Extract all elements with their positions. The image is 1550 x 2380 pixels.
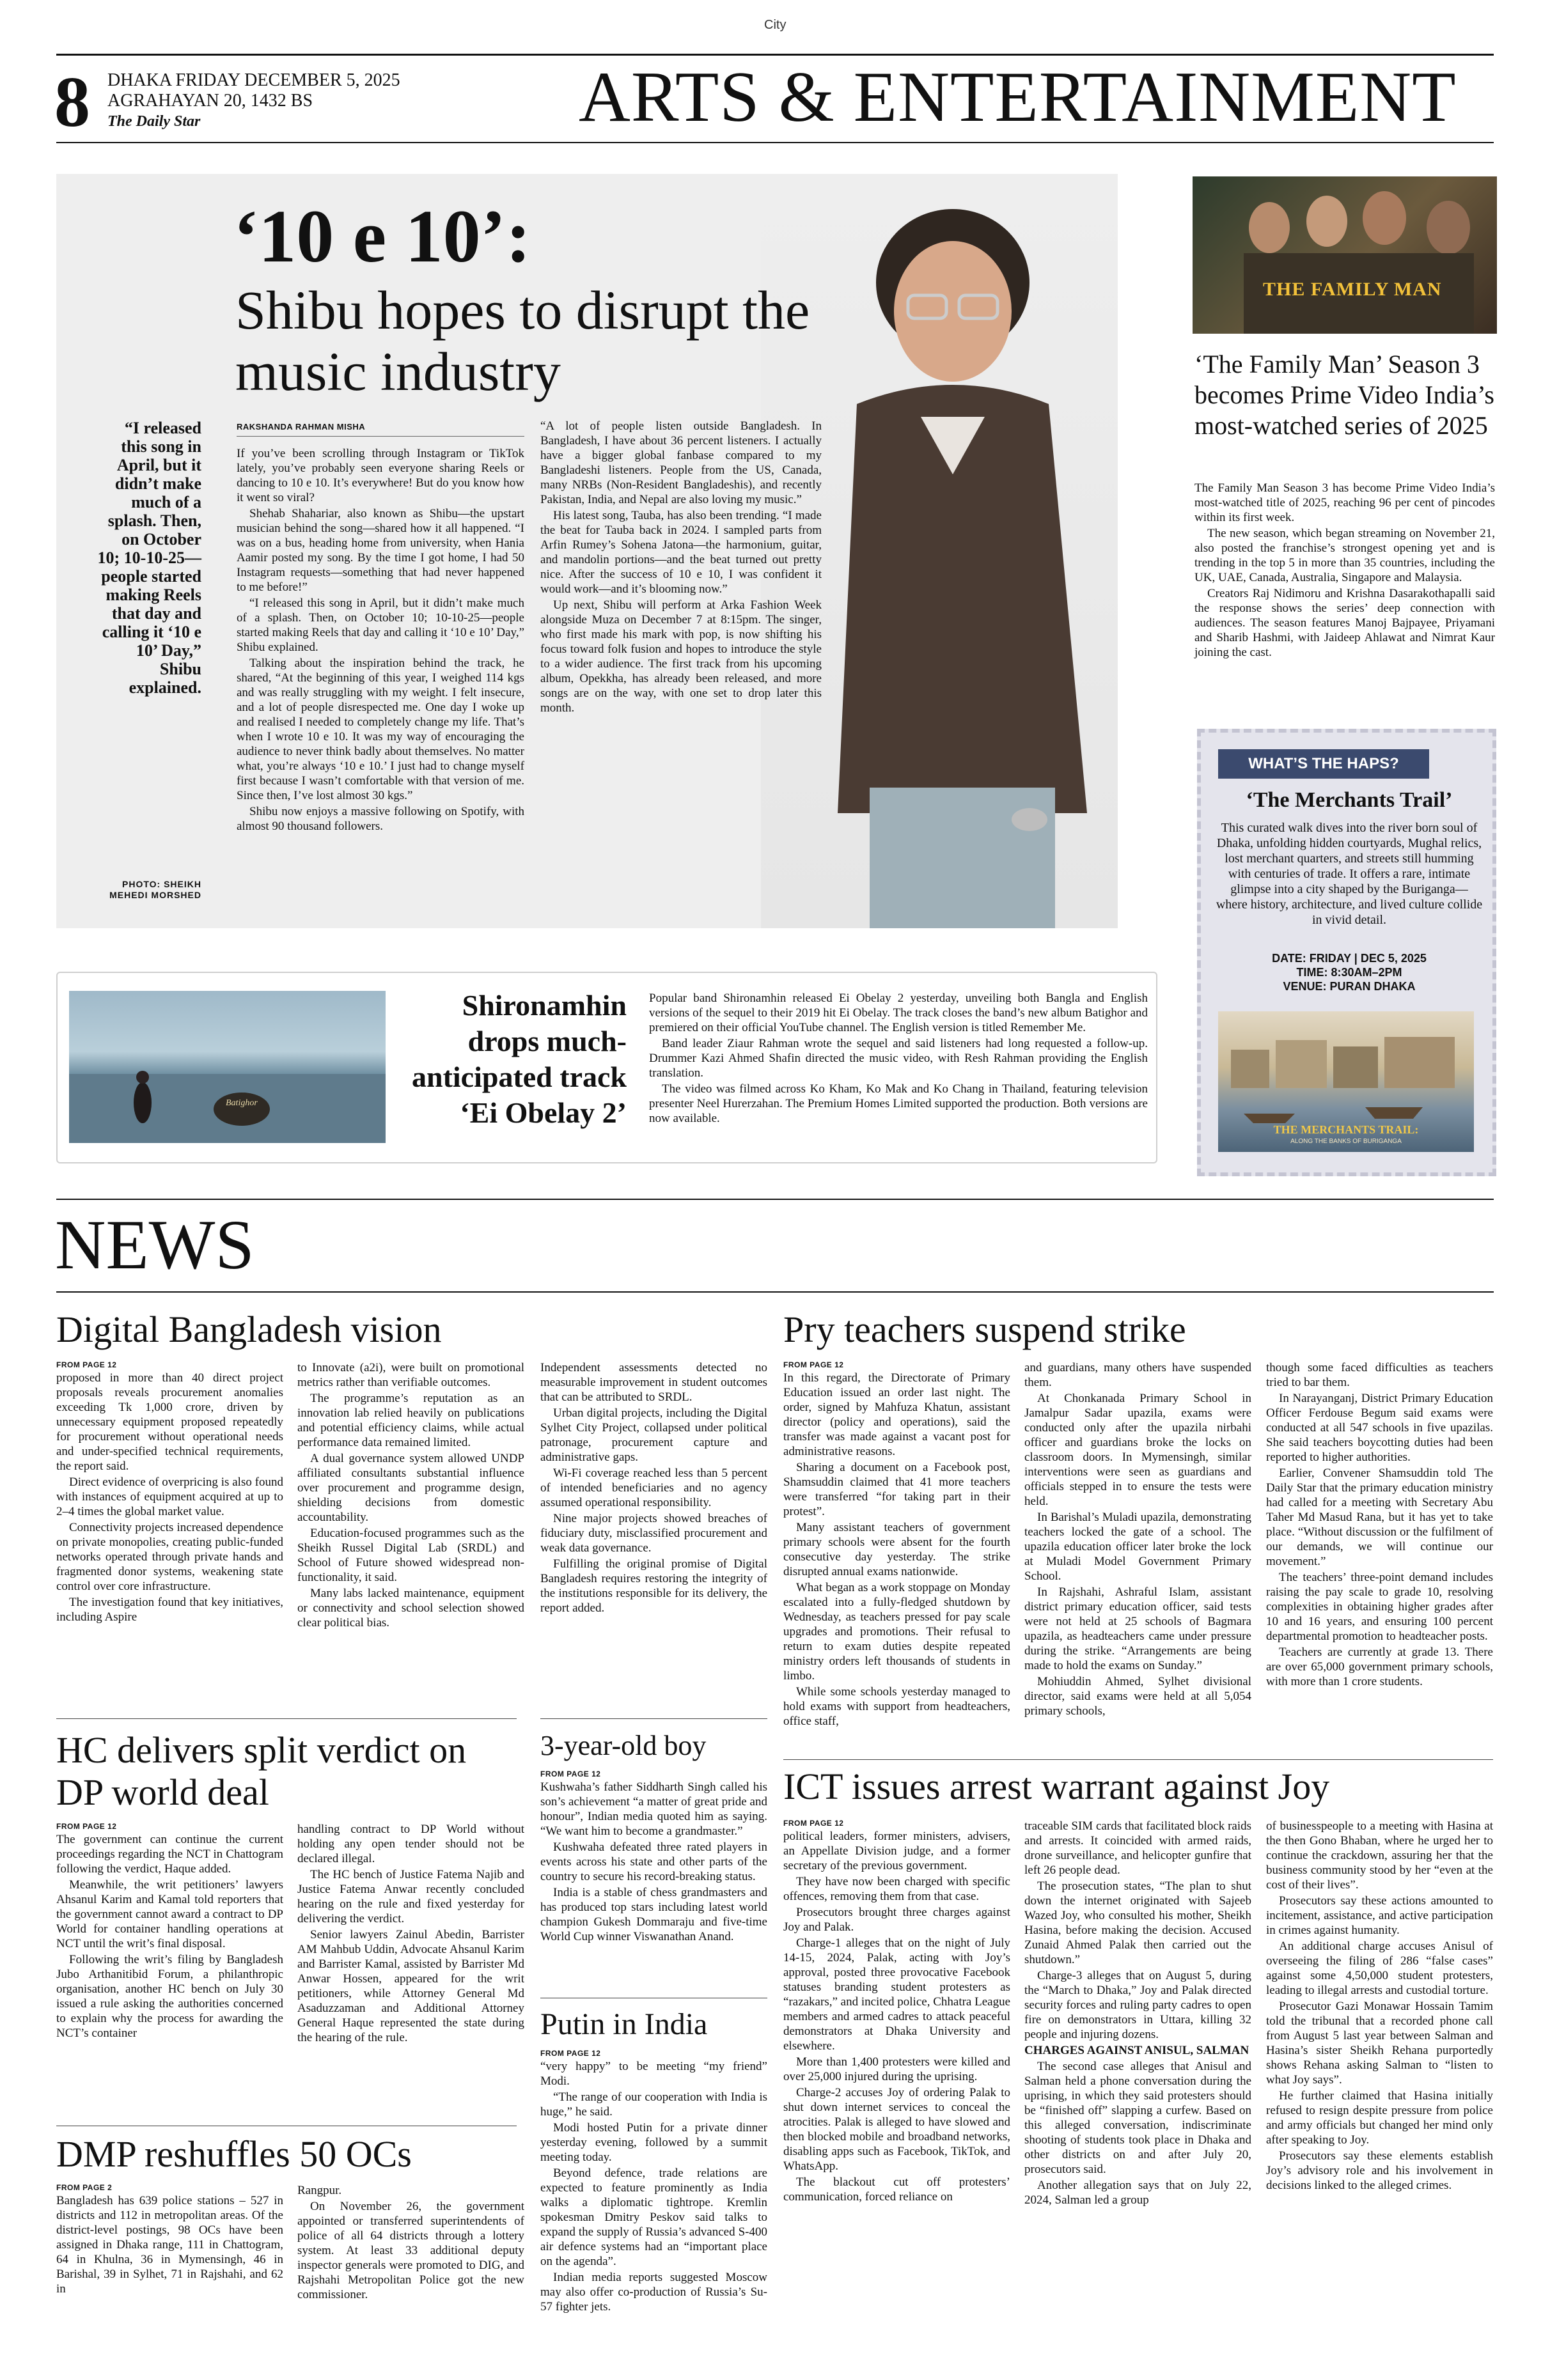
- putin-headline: Putin in India: [540, 2007, 708, 2041]
- putin-paragraph: Modi hosted Putin for a private dinner yesterday evening, followed by a summit meeting today.: [540, 2121, 767, 2164]
- lead-paragraph: If you’ve been scrolling through Instagram or TikTok lately, you’ve probably seen everyone sharing Reels or dancing to 10 e 10. It’s everywhere! But do you know how it went so viral?: [237, 447, 524, 504]
- putin-paragraph: Indian media reports suggested Moscow may also offer co-production of Russia’s Su-57 fighter jets.: [540, 2271, 767, 2314]
- lead-pull-quote: “I released this song in April, but it didn’t make much of a splash. Then, on October 10; 10-10-25—people started making Reels that day and calling it ‘10 e 10’ Day,” Shibu explained.: [97, 419, 201, 697]
- ict-paragraph: Another allegation says that on July 22, 2024, Salman led a group: [1024, 2179, 1251, 2207]
- hc-paragraph: The government can continue the current proceedings regarding the NCT in Chattogram following the verdict, Haque added.: [56, 1833, 283, 1876]
- from-page-label: FROM PAGE 12: [783, 1360, 844, 1369]
- pry-paragraph: What began as a work stoppage on Monday escalated into a fully-fledged shutdown by Wednesday, as teachers pressed for pay scale upgrades and promotions. Their refusal to return to exam duties despite repeated ministry orders left thousands of students in limbo.: [783, 1581, 1010, 1683]
- family-man-headline: ‘The Family Man’ Season 3 becomes Prime Video India’s most-watched series of 2025: [1194, 350, 1494, 440]
- ict-paragraph: traceable SIM cards that facilitated block raids and arrests. It coincided with armed raids, drone surveillance, and helicopter gunfire that left 26 people dead.: [1024, 1819, 1251, 1877]
- hc-paragraph: Following the writ’s filing by Bangladesh Jubo Arthanitibid Forum, a philanthropic organisation, another HC bench on July 30 issued a rule asking the authorities concerned to explain why the process for awarding the NCT’s container: [56, 1953, 283, 2040]
- top-rule: [56, 54, 1494, 56]
- haps-venue: VENUE: PURAN DHAKA: [1283, 980, 1416, 993]
- hc-paragraph: The HC bench of Justice Fatema Najib and Justice Fatema Anwar recently concluded hearing on the rule and fixed yesterday for delivering the verdict.: [297, 1868, 524, 1925]
- album-title-graphic: Batighor: [226, 1098, 258, 1108]
- pry-paragraph: though some faced difficulties as teachers tried to bar them.: [1266, 1361, 1493, 1389]
- ict-column-2: [1024, 1819, 1251, 2209]
- hc-paragraph: handling contract to DP World without holding any open tender should not be declared illegal.: [297, 1823, 524, 1865]
- digital-column-2: [297, 1360, 524, 1631]
- ict-column-1: [783, 1819, 1010, 2205]
- shironamhin-headline: Shironamhin drops much-anticipated track ‘Ei Obelay 2’: [411, 989, 627, 1129]
- merchants-trail-poster-title: THE MERCHANTS TRAIL:: [1273, 1123, 1419, 1136]
- digital-paragraph: Urban digital projects, including the Digital Sylhet City Project, collapsed under political patronage, procurement capture and administrative gaps.: [540, 1406, 767, 1464]
- digital-paragraph: to Innovate (a2i), were built on promotional metrics rather than verifiable outcomes.: [297, 1361, 524, 1389]
- merchants-trail-poster: [1218, 1011, 1474, 1152]
- hc-rule: [56, 1718, 517, 1719]
- beach-scene: [69, 991, 386, 1143]
- paper-logo: The Daily Star: [107, 113, 201, 130]
- pry-paragraph: While some schools yesterday managed to hold exams with support from headteachers, office staff,: [783, 1685, 1010, 1728]
- digital-paragraph: The programme’s reputation as an innovation lab relied heavily on publications and potential efficiency claims, while actual performance data remained limited.: [297, 1392, 524, 1449]
- pry-paragraph: The teachers’ three-point demand includes raising the pay scale to grade 10, resolving complexities in obtaining higher grades after 10 and 16 years, and ensuring 100 percent departmental promotion to headteacher posts.: [1266, 1571, 1493, 1643]
- pry-column-1: [783, 1360, 1010, 1730]
- pry-paragraph: and guardians, many others have suspended them.: [1024, 1361, 1251, 1389]
- lead-byline: RAKSHANDA RAHMAN MISHA: [237, 422, 366, 432]
- hc-headline: HC delivers split verdict on DP world deal: [56, 1729, 467, 1813]
- putin-paragraph: Beyond defence, trade relations are expected to feature prominently as India walks a diplomatic tightrope. Kremlin spokesman Dmitry Peskov said talks to expand the supply of Russia’s advanced S-400 air defence systems had an “important place on the agenda”.: [540, 2166, 767, 2268]
- ict-paragraph: Prosecutors say these actions amounted to incitement, assistance, and active participation in crimes against humanity.: [1266, 1894, 1493, 1937]
- putin-paragraph: “very happy” to be meeting “my friend” Modi.: [540, 2060, 767, 2088]
- ict-paragraph: The blackout cut off protesters’ communication, forced reliance on: [783, 2175, 1010, 2204]
- ict-paragraph: Charge-2 accuses Joy of ordering Palak to shut down internet services to conceal the atrocities. Palak is alleged to have slowed and then blocked mobile and broadband networks, disabling apps such as Facebook, TikTok, and WhatsApp.: [783, 2086, 1010, 2173]
- boy-paragraph: Kushwaha’s father Siddharth Singh called his son’s achievement “a matter of great pride and honour”, Indian media quoted him as saying. “We want him to become a grandmaster.”: [540, 1780, 767, 1838]
- shironamhin-paragraph: Band leader Ziaur Rahman wrote the sequel and said listeners had long requested a follow-up. Drummer Kazi Ahmed Shafin directed the music video, with Resh Rahman providing the English translation.: [649, 1037, 1148, 1080]
- pry-paragraph: In Rajshahi, Ashraful Islam, assistant district primary education officer, said tests were not held at 25 schools of Bagmara upazila, as headteachers came under pressure during the strike. “Arrangements are being made to hold the exams on Sunday.”: [1024, 1585, 1251, 1672]
- hc-paragraph: Senior lawyers Zainul Abedin, Barrister AM Mahbub Uddin, Advocate Ahsanul Karim and Barrister Kamal, assisted by Barrister Md Anwar Hossen, appeared for the writ petitioners, while Attorney General Md Asaduzzaman and Additional Attorney General Haque represented the state during the hearing of the rule.: [297, 1928, 524, 2044]
- digital-paragraph: Independent assessments detected no measurable improvement in student outcomes that can be attributed to SRDL.: [540, 1361, 767, 1404]
- pry-paragraph: Mohiuddin Ahmed, Sylhet divisional director, said exams were held at all 5,054 primary schools,: [1024, 1675, 1251, 1718]
- poster-figures: [1193, 176, 1497, 334]
- ict-paragraph: An additional charge accuses Anisul of overseeing the filing of 286 “false cases” against some 4,50,000 student protesters, leading to illegal arrests and custodial torture.: [1266, 1940, 1493, 1997]
- dmp-paragraph: Bangladesh has 639 police stations – 527 in districts and 112 in metropolitan areas. Of the district-level postings, 98 OCs have been assigned in Dhaka range, 111 in Chattogram, 64 in Khulna, 36 in Mymensingh, 46 in Barishal, 39 in Sylhet, 71 in Rajshahi, and 62 in: [56, 2194, 283, 2296]
- haps-body: This curated walk dives into the river born soul of Dhaka, unfolding hidden courtyards, Mughal relics, lost merchant quarters, and streets still humming with centuries of trade. It offers a rare, intimate glimpse into a city shaped by the Buriganga—where history, architecture, and lived culture collide in vivid detail.: [1216, 821, 1483, 927]
- ict-paragraph: More than 1,400 protesters were killed and over 25,000 injured during the uprising.: [783, 2055, 1010, 2083]
- digital-column-1: [56, 1360, 283, 1626]
- lead-paragraph: Talking about the inspiration behind the track, he shared, “At the beginning of this year, I weighed 114 kgs and was really struggling with my weight. I felt insecure, and a lot of people disrespected me. One day I woke up and realised I needed to completely change my life. That’s when I wrote 10 e 10. It was my way of encouraging the audience to never think badly about themselves. No matter what, you’re always ‘10 e 10.’ I just had to change myself first because I wasn’t comfortable with that version of me. Since then, I’ve lost almost 30 kgs.”: [237, 657, 524, 802]
- ict-paragraph: of businesspeople to a meeting with Hasina at the then Gono Bhaban, where he urged her to continue the crackdown, assuring her that the business community stood by her “even at the cost of their lives”.: [1266, 1819, 1493, 1892]
- boy-headline: 3-year-old boy: [540, 1730, 707, 1761]
- lead-paragraph: Shehab Shahariar, also known as Shibu—the upstart musician behind the song—shared how it all happened. “I was on a bus, heading home from university, when Hania Aamir posted my song. By the time I got home, I had 50 Instagram requests—something that had never happened to me before!”: [237, 507, 524, 594]
- ict-paragraph: Prosecutors say these elements establish Joy’s advisory role and his involvement in decisions linked to the alleged crimes.: [1266, 2149, 1493, 2192]
- lead-paragraph: Up next, Shibu will perform at Arka Fashion Week alongside Muza on December 7 at 8:15pm. The singer, who first made his mark with pop, is now shifting his focus toward folk fusion and hopes to introduce the style to a wider audience. The first track from his upcoming album, Opekkha, has already been released, and more songs are on the way, with one set to drop later this month.: [540, 598, 822, 715]
- family-man-poster-title: THE FAMILY MAN: [1263, 279, 1442, 300]
- lead-column-1: [237, 446, 524, 835]
- lead-kicker: ‘10 e 10’:: [233, 194, 531, 278]
- digital-paragraph: The investigation found that key initiatives, including Aspire: [56, 1596, 283, 1624]
- haps-banner: WHAT’S THE HAPS?: [1218, 749, 1429, 779]
- pry-paragraph: Teachers are currently at grade 13. There are over 65,000 government primary schools, with more than 1 crore students.: [1266, 1645, 1493, 1688]
- digital-headline: Digital Bangladesh vision: [56, 1309, 442, 1350]
- pry-paragraph: In Barishal’s Muladi upazila, demonstrating teachers locked the gate of a school. The upazila education officer later broke the lock at Muladi Model Government Primary School.: [1024, 1511, 1251, 1583]
- dateline-bangla: AGRAHAYAN 20, 1432 BS: [107, 91, 313, 111]
- dmp-column-1: [56, 2183, 283, 2298]
- pry-paragraph: At Chonkanada Primary School in Jamalpur Sadar upazila, exams were conducted only after the upazila nirbahi officer and guardians broke the locks on classroom doors. In Mymensingh, similar interventions were seen as guardians and officials stepped in to ensure the tests were held.: [1024, 1392, 1251, 1508]
- ict-paragraph: They have now been charged with specific offences, removing them from that case.: [783, 1875, 1010, 1903]
- lead-paragraph: “A lot of people listen outside Bangladesh. In Bangladesh, I have about 36 percent listeners. I actually have a bigger global fanbase compared to my Bangladeshi listeners. People from the US, Canada, many NRBs (Non-Resident Bangladeshis), and recently Pakistan, India, and Nepal are also loving my music.”: [540, 419, 822, 506]
- pry-paragraph: In Narayanganj, District Primary Education Officer Ferdouse Begum said exams were conducted at all 547 schools in five upazilas. She said teachers boycotting duties had been reported to higher authorities.: [1266, 1392, 1493, 1464]
- haps-date: DATE: FRIDAY | DEC 5, 2025: [1272, 952, 1427, 965]
- dateline-english: DHAKA FRIDAY DECEMBER 5, 2025: [107, 70, 400, 90]
- ict-subhead: CHARGES AGAINST ANISUL, SALMAN: [1024, 2044, 1249, 2057]
- page-number: 8: [54, 63, 90, 142]
- dateline: [107, 70, 400, 132]
- shironamhin-body: [649, 991, 1148, 1127]
- ict-paragraph: Prosecutor Gazi Monawar Hossain Tamim told the tribunal that a recorded phone call from August 5 last year between Salman and Hasina’s sister Sheikh Rehana purportedly shows Rehana asking Salman to “listen to what Joy says”.: [1266, 2000, 1493, 2087]
- ict-paragraph: The second case alleges that Anisul and Salman held a phone conversation during the uprising, in which they said protesters should be “finished off” slapping a curfew. Based on this alleged conversation, indiscriminate shooting of students took place in Dhaka and other districts on and after July 20, prosecutors said.: [1024, 2060, 1251, 2176]
- from-page-label: FROM PAGE 12: [540, 2049, 601, 2058]
- masthead-rule: [56, 142, 1494, 143]
- putin-paragraph: “The range of our cooperation with India is huge,” he said.: [540, 2090, 767, 2119]
- ict-paragraph: Charge-3 alleges that on August 5, during the “March to Dhaka,” Joy and Palak directed security forces and ruling party cadres to open fire on demonstrators in Uttara, killing 32 people and injuring dozens.: [1024, 1969, 1251, 2041]
- hc-column-1: [56, 1822, 283, 2042]
- digital-paragraph: Connectivity projects increased dependence on private monopolies, creating public-funded networks operated through private hands and fragmented donor systems, weakening state control over core infrastructure.: [56, 1521, 283, 1593]
- shironamhin-paragraph: Popular band Shironamhin released Ei Obelay 2 yesterday, unveiling both Bangla and English versions of the sequel to their 2019 hit Ei Obelay. The track closes the band’s new album Batighor and premiered on their official YouTube channel. The English version is titled Remember Me.: [649, 992, 1148, 1034]
- from-page-label: FROM PAGE 12: [56, 1822, 117, 1831]
- ict-paragraph: political leaders, former ministers, advisers, an Appellate Division judge, and a former secretary of the previous government.: [783, 1830, 1010, 1872]
- photo-credit: PHOTO: SHEIKH MEHEDI MORSHED: [109, 879, 201, 900]
- dmp-paragraph: On November 26, the government appointed or transferred superintendents of police of all 64 districts through a lottery system. At least 33 additional deputy inspector generals were promoted to DIG, and Rajshahi Metropolitan Police got the new commissioner.: [297, 2200, 524, 2301]
- digital-paragraph: Fulfilling the original promise of Digital Bangladesh requires restoring the integrity of the institutions responsible for its delivery, the report added.: [540, 1557, 767, 1615]
- dmp-headline: DMP reshuffles 50 OCs: [56, 2133, 412, 2175]
- pry-paragraph: Sharing a document on a Facebook post, Shamsuddin claimed that 41 more teachers were transferred “for taking part in their protest”.: [783, 1461, 1010, 1518]
- ict-paragraph: The prosecution states, “The plan to shut down the internet originated with Sajeeb Wazed Joy, who consulted his mother, Sheikh Hasina, before making the decision. Accused Zunaid Ahmed Palak then carried out the shutdown.”: [1024, 1879, 1251, 1966]
- boy-column: [540, 1769, 767, 1945]
- edition-label: City: [764, 18, 787, 32]
- from-page-label: FROM PAGE 12: [540, 1769, 601, 1778]
- pry-paragraph: Earlier, Convener Shamsuddin told The Daily Star that the primary education ministry had called for a meeting with Secretary Abu Taher Md Masud Rana, but it has yet to take place. “Without discussion or the fulfilment of our demands, we will continue our movement.”: [1266, 1466, 1493, 1568]
- digital-paragraph: Education-focused programmes such as the Sheikh Russel Digital Lab (SRDL) and School of Future showed widespread non-functionality, it said.: [297, 1527, 524, 1584]
- from-page-label: FROM PAGE 12: [56, 1360, 117, 1369]
- boy-paragraph: Kushwaha defeated three rated players in events across his state and other parts of the country to secure his record-breaking status.: [540, 1840, 767, 1883]
- haps-details: [1215, 951, 1483, 993]
- family-man-paragraph: The Family Man Season 3 has become Prime Video India’s most-watched title of 2025, reaching 96 per cent of pincodes within its first week.: [1194, 481, 1495, 524]
- from-page-label: FROM PAGE 2: [56, 2183, 113, 2192]
- ict-headline: ICT issues arrest warrant against Joy: [783, 1766, 1330, 1807]
- dmp-paragraph: Rangpur.: [297, 2184, 342, 2197]
- family-man-paragraph: Creators Raj Nidimoru and Krishna Dasarakothapalli said the response shows the series’ deep connection with audiences. The season features Manoj Bajpayee, Priyamani and Sharib Hashmi, with Jaideep Ahlawat and Nimrat Kaur joining the cast.: [1194, 587, 1495, 659]
- pry-headline: Pry teachers suspend strike: [783, 1309, 1186, 1350]
- family-man-body: [1194, 481, 1495, 661]
- section-title: ARTS & ENTERTAINMENT: [579, 58, 1457, 137]
- digital-paragraph: Direct evidence of overpricing is also found with instances of equipment acquired at up to 2–4 times the global market value.: [56, 1475, 283, 1518]
- digital-column-3: [540, 1360, 767, 1617]
- digital-paragraph: A dual governance system allowed UNDP affiliated consultants substantial influence over procurement and programme design, shielding decisions from domestic accountability.: [297, 1452, 524, 1524]
- lead-paragraph: Shibu now enjoys a massive following on Spotify, with almost 90 thousand followers.: [237, 805, 524, 833]
- boy-paragraph: India is a stable of chess grandmasters and has produced top stars including latest world champion Gukesh Dommaraju and five-time World Cup winner Viswanathan Anand.: [540, 1886, 767, 1943]
- hc-paragraph: Meanwhile, the writ petitioners’ lawyers Ahsanul Karim and Kamal told reporters that the government cannot award a contract to DP World for container handling operations at NCT until the writ’s final disposal.: [56, 1878, 283, 1950]
- ict-paragraph: Prosecutors brought three charges against Joy and Palak.: [783, 1906, 1010, 1934]
- ict-column-3: [1266, 1819, 1493, 2194]
- family-man-poster: [1193, 176, 1497, 334]
- news-top-rule: [56, 1199, 1494, 1200]
- merchants-trail-poster-sub: ALONG THE BANKS OF BURIGANGA: [1290, 1138, 1402, 1145]
- from-page-label: FROM PAGE 12: [783, 1819, 844, 1828]
- haps-title: ‘The Merchants Trail’: [1246, 788, 1453, 812]
- ict-rule: [783, 1759, 1493, 1760]
- ict-paragraph: He further claimed that Hasina initially refused to resign despite pressure from police and army officials but changed her mind only after speaking to Joy.: [1266, 2089, 1493, 2147]
- news-section-title: NEWS: [55, 1206, 254, 1284]
- pry-column-2: [1024, 1360, 1251, 1720]
- boy-rule: [540, 1718, 767, 1719]
- putin-column: [540, 2049, 767, 2315]
- shironamhin-paragraph: The video was filmed across Ko Kham, Ko Mak and Ko Chang in Thailand, featuring television presenter Neel Hurerzahan. The Premium Homes Limited supported the production. Both versions are now available.: [649, 1082, 1148, 1125]
- hc-column-2: [297, 1822, 524, 2046]
- shironamhin-photo: [69, 991, 386, 1143]
- lead-paragraph: “I released this song in April, but it didn’t make much of a splash. Then, on October 10; 10-10-25—people started making Reels that day and calling it ‘10 e 10’ Day,” Shibu explained.: [237, 596, 524, 654]
- digital-paragraph: Many labs lacked maintenance, equipment or connectivity and school selection showed clear political bias.: [297, 1587, 524, 1629]
- digital-paragraph: Wi-Fi coverage reached less than 5 percent of intended beneficiaries and no agency assumed operational responsibility.: [540, 1466, 767, 1509]
- news-rule: [56, 1291, 1494, 1293]
- ict-paragraph: Charge-1 alleges that on the night of July 14-15, 2024, Palak, acting with Joy’s approval, posted three provocative Facebook statuses branding student protesters as “razakars,” and incited police, Chhatra League members and armed cadres to attack peaceful demonstrators at Dhaka University and elsewhere.: [783, 1936, 1011, 2053]
- lead-column-2: [540, 419, 822, 717]
- digital-paragraph: Nine major projects showed breaches of fiduciary duty, misclassified procurement and weak data governance.: [540, 1512, 767, 1555]
- byline-rule: [237, 436, 524, 437]
- haps-time: TIME: 8:30AM–2PM: [1296, 966, 1402, 979]
- digital-paragraph: proposed in more than 40 direct project proposals reveals procurement anomalies exceeding Tk 1,000 crore, driven by unnecessary equipment proposed repeatedly for procurement without operational needs and under-specified technical requirements, the report said.: [56, 1371, 283, 1473]
- family-man-paragraph: The new season, which began streaming on November 21, also posted the franchise’s strongest opening yet and is trending in the top 5 in more than 35 countries, including the UK, UAE, Canada, Australia, Singapore and Malaysia.: [1194, 527, 1495, 584]
- lead-paragraph: His latest song, Tauba, has also been trending. “I made the beat for Tauba back in 2024. I sampled parts from Arfin Rumey’s Sohena Jatona—the harmonium, guitar, and mandolin portions—and the beat turned out pretty nice. After the success of 10 e 10, I was confident it would work—and it’s blooming now.”: [540, 509, 822, 596]
- pry-paragraph: In this regard, the Directorate of Primary Education issued an order last night. The order, signed by Mahfuza Khatun, assistant director (policy and operations), said the transfer was made against a vacant post for administrative reasons.: [783, 1371, 1010, 1458]
- lead-headline: Shibu hopes to disrupt the music industry: [235, 279, 810, 402]
- pry-paragraph: Many assistant teachers of government primary schools were absent for the fourth consecutive day yesterday. The strike disrupted annual exams nationwide.: [783, 1521, 1010, 1578]
- dmp-column-2: [297, 2183, 524, 2303]
- pry-column-3: [1266, 1360, 1493, 1690]
